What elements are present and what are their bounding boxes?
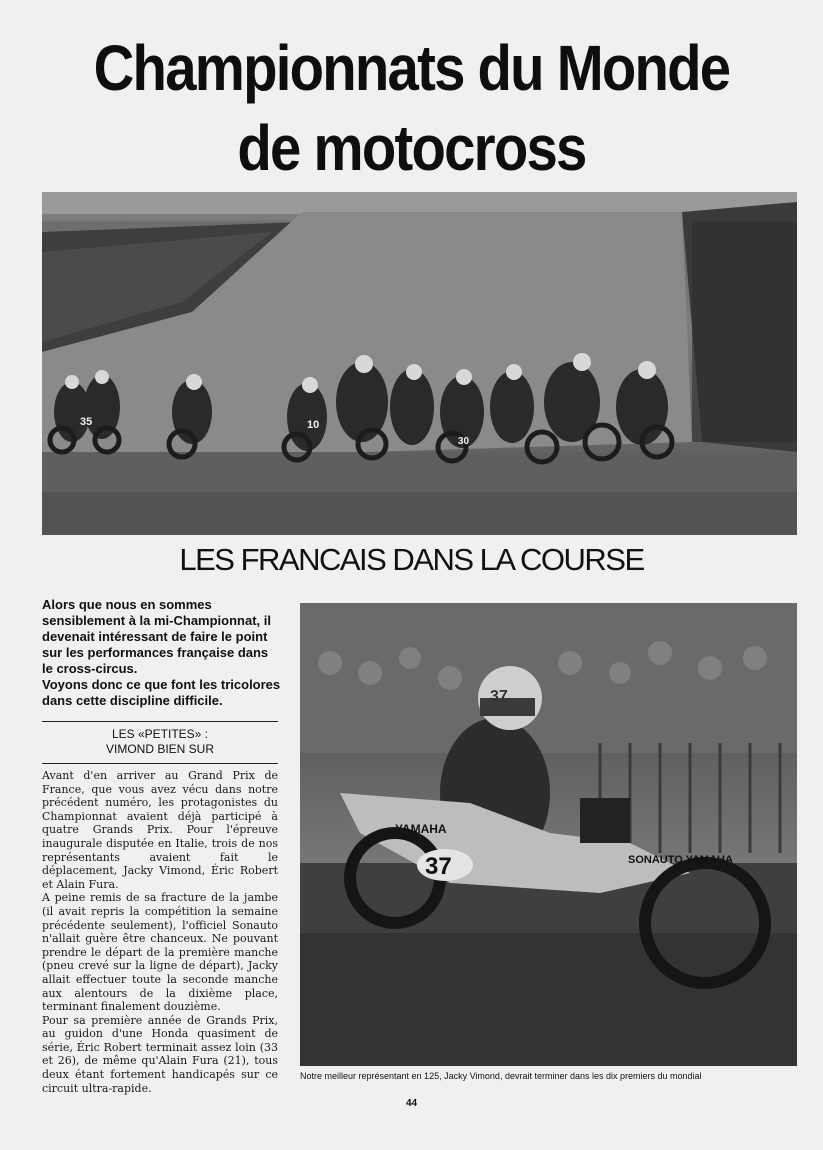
bike-brand-text: YAMAHA: [395, 822, 447, 836]
article-subtitle: LES FRANCAIS DANS LA COURSE: [179, 542, 644, 577]
article-body: [42, 769, 278, 1095]
bib-number: 10: [307, 419, 320, 431]
rider-illustration: [300, 603, 797, 1066]
lede-paragraph: Alors que nous en sommes sensiblement à la mi-Championnat, il devenait intéressant de faire le point sur les performances française dans le cross-circus.: [42, 597, 271, 676]
divider-top: [42, 721, 278, 722]
sponsor-text: SONAUTO YAMAHA: [628, 854, 733, 866]
helmet-number: 37: [490, 688, 508, 705]
race-start-photo: [42, 192, 797, 535]
bib-number: 35: [80, 416, 93, 428]
race-start-illustration: [42, 192, 797, 535]
body-paragraph: Pour sa première année de Grands Prix, au guidon d'une Honda quasiment de série, Éric Robert terminait assez loin (33 et 26), de même qu'Alain Fura (21), tous deux étant fortement handicapés sur ce circuit ultra-rapide.: [42, 1013, 278, 1095]
rider-photo: [300, 603, 797, 1066]
rider-number-plate: 37: [425, 853, 452, 880]
headline-line-1: Championnats du Monde: [93, 32, 730, 104]
page-number: 44: [405, 1098, 418, 1109]
bib-number: 30: [458, 436, 470, 447]
section-heading-line-1: LES «PETITES» :: [111, 727, 209, 741]
photo-caption: Notre meilleur représentant en 125, Jacky Vimond, devrait terminer dans les dix premiers du mondial: [300, 1071, 702, 1081]
section-heading: [42, 727, 278, 757]
body-paragraph: A peine remis de sa fracture de la jambe (il avait repris la compétition la semaine précédente seulement), l'officiel Sonauto n'allait guère être chanceux. Ne pouvant prendre le départ de la première manche (pneu crevé sur la ligne de départ), Jacky allait effectuer toute la seconde manche aux alentours de la dixième place, terminant finalement douzième.: [42, 891, 278, 1014]
body-paragraph: Avant d'en arriver au Grand Prix de France, que vous avez vécu dans notre précédent numéro, les protagonistes du Championnat avaient déjà participé à quatre Grands Prix. Pour l'épreuve inaugurale disputée en Italie, trois de nos représentants avaient fait le déplacement, Jacky Vimond, Éric Robert et Alain Fura.: [42, 769, 278, 891]
headline-line-2: de motocross: [237, 112, 586, 184]
divider-bottom: [42, 763, 278, 764]
section-heading-line-2: VIMOND BIEN SUR: [105, 742, 214, 756]
lede-paragraph: Voyons donc ce que font les tricolores dans cette discipline difficile.: [42, 677, 281, 708]
article-lede: [42, 597, 282, 709]
